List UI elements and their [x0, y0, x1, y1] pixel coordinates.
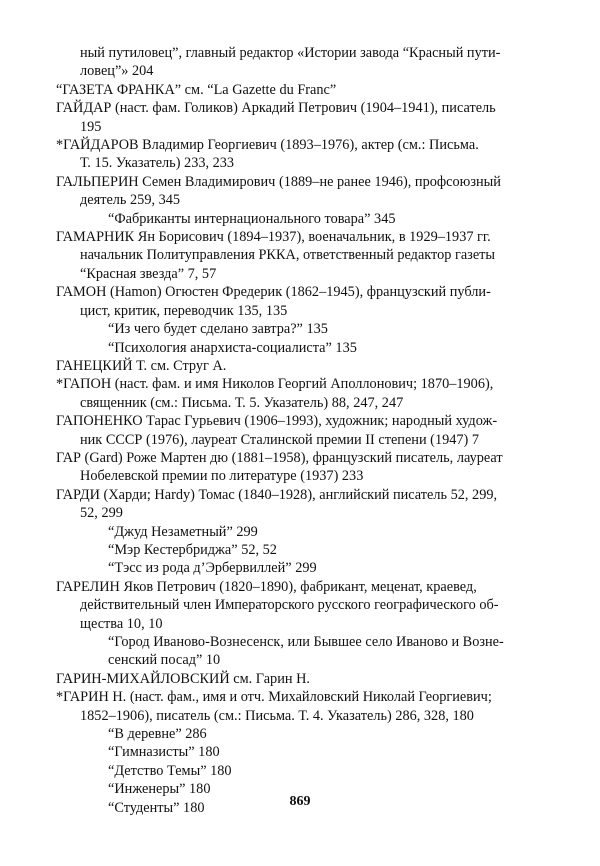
index-line: ГАПОНЕНКО Тарас Гурьевич (1906–1993), художник; народный худож- — [56, 413, 498, 430]
index-line: ГАМОН (Hamon) Огюстен Фредерик (1862–1945), французский публи- — [56, 284, 491, 301]
index-line: ГАРИН-МИХАЙЛОВСКИЙ см. Гарин Н. — [56, 670, 310, 687]
index-line: деятель 259, 345 — [80, 192, 181, 209]
index-line: “В деревне” 286 — [108, 726, 207, 743]
index-page — [56, 44, 546, 817]
page-number: 869 — [289, 794, 311, 809]
index-line: сенский посад” 10 — [108, 652, 221, 669]
index-line: “Тэсс из рода д’Эрбервиллей” 299 — [108, 560, 317, 577]
index-line: “Студенты” 180 — [108, 799, 205, 816]
index-line: “ГАЗЕТА ФРАНКА” см. “La Gazette du Franc” — [56, 81, 337, 98]
index-line: *ГАПОН (наст. фам. и имя Николов Георгий Аполлонович; 1870–1906), — [56, 376, 494, 393]
index-line: ный путиловец”, главный редактор «Истории завода “Красный пути- — [80, 45, 501, 61]
index-line: “Гимназисты” 180 — [108, 744, 220, 761]
index-line: 1852–1906), писатель (см.: Письма. Т. 4. Указатель) 286, 328, 180 — [80, 707, 474, 724]
index-line: “Психология анархиста-социалиста” 135 — [108, 339, 357, 356]
index-line: Т. 15. Указатель) 233, 233 — [80, 155, 235, 172]
index-line: ГАНЕЦКИЙ Т. см. Струг А. — [56, 357, 227, 374]
index-line: Нобелевской премии по литературе (1937) 233 — [80, 468, 364, 485]
index-line: “Город Иваново-Вознесенск, или Бывшее село Иваново и Возне- — [108, 634, 504, 650]
index-line: “Из чего будет сделано завтра?” 135 — [108, 321, 328, 338]
index-line: ГАЛЬПЕРИН Семен Владимирович (1889–не ранее 1946), профсоюзный — [56, 173, 501, 190]
index-line: цист, критик, переводчик 135, 135 — [80, 302, 288, 319]
index-line: 52, 299 — [80, 505, 123, 522]
index-line: ГАРЕЛИН Яков Петрович (1820–1890), фабрикант, меценат, краевед, — [56, 578, 477, 595]
index-line: *ГАЙДАРОВ Владимир Георгиевич (1893–1976), актер (см.: Письма. — [56, 137, 479, 154]
index-line: “Джуд Незаметный” 299 — [108, 523, 258, 540]
index-line: “Инженеры” 180 — [108, 781, 211, 798]
index-line: ГАРДИ (Харди; Hardy) Томас (1840–1928), английский писатель 52, 299, — [56, 486, 498, 503]
index-line: щества 10, 10 — [80, 615, 163, 632]
index-line: ловец”» 204 — [80, 63, 154, 80]
index-line: ГАЙДАР (наст. фам. Голиков) Аркадий Петрович (1904–1941), писатель — [56, 100, 496, 117]
index-line: ник СССР (1976), лауреат Сталинской премии II степени (1947) 7 — [80, 431, 480, 448]
index-line: *ГАРИН Н. (наст. фам., имя и отч. Михайловский Николай Георгиевич; — [56, 689, 492, 706]
index-line: “Фабриканты интернационального товара” 345 — [108, 210, 396, 227]
index-line: “Мэр Кестербриджа” 52, 52 — [108, 541, 277, 558]
index-line: священник (см.: Письма. Т. 5. Указатель) 88, 247, 247 — [80, 394, 404, 411]
index-line: начальник Политуправления РККА, ответственный редактор газеты — [80, 247, 496, 264]
index-line: 195 — [80, 118, 102, 135]
index-line: ГАР (Gard) Роже Мартен дю (1881–1958), французский писатель, лауреат — [56, 449, 503, 466]
index-line: “Красная звезда” 7, 57 — [80, 265, 217, 282]
index-line: ГАМАРНИК Ян Борисович (1894–1937), военачальник, в 1929–1937 гг. — [56, 229, 491, 246]
index-line: действительный член Императорского русского географического об- — [80, 597, 499, 614]
index-line: “Детство Темы” 180 — [108, 762, 232, 779]
